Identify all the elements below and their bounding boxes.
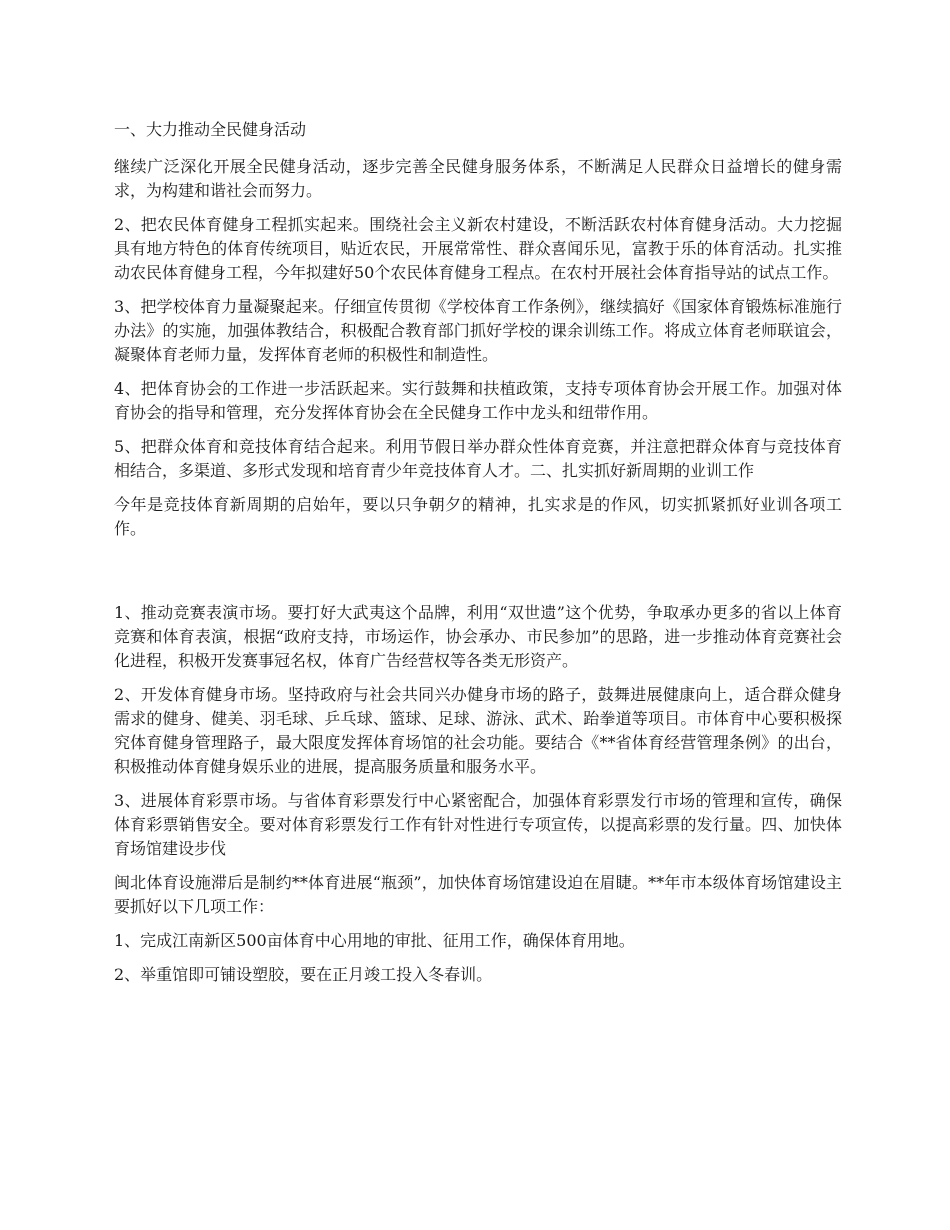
paragraph-fitness-market: 2、开发体育健身市场。坚持政府与社会共同兴办健身市场的路子，鼓舞进展健康向上，适合群众健身需求的健身、健美、羽毛球、乒乓球、篮球、足球、游泳、武术、跆拳道等项目。市体育中心要积极探究体育健身管理路子，最大限度发挥体育场馆的社会功能。要结合《**省体育经营管理条例》的出台，积极推动体育健身娱乐业的进展，提高服务质量和服务水平。 bbox=[114, 685, 842, 776]
paragraph-mass-competitive: 5、把群众体育和竞技体育结合起来。利用节假日举办群众性体育竞赛，并注意把群众体育与竞技体育相结合，多渠道、多形式发现和培育青少年竞技体育人才。二、扎实抓好新周期的业训工作 bbox=[114, 437, 842, 480]
paragraph-intro: 继续广泛深化开展全民健身活动，逐步完善全民健身服务体系，不断满足人民群众日益增长的健身需求，为构建和谐社会而努力。 bbox=[114, 157, 842, 200]
document-page bbox=[114, 118, 842, 997]
paragraph-sports-associations: 4、把体育协会的工作进一步活跃起来。实行鼓舞和扶植政策，支持专项体育协会开展工作。加强对体育协会的指导和管理，充分发挥体育协会在全民健身工作中龙头和纽带作用。 bbox=[114, 379, 842, 422]
section-gap bbox=[114, 551, 842, 601]
paragraph-weightlifting-hall: 2、举重馆即可铺设塑胶，要在正月竣工投入冬春训。 bbox=[114, 965, 493, 984]
paragraph-lottery-market: 3、进展体育彩票市场。与省体育彩票发行中心紧密配合，加强体育彩票发行市场的管理和宣传，确保体育彩票销售安全。要对体育彩票发行工作有针对性进行专项宣传，以提高彩票的发行量。四、加快体育场馆建设步伐 bbox=[114, 791, 842, 858]
paragraph-competition-market: 1、推动竞赛表演市场。要打好大武夷这个品牌，利用“双世遗”这个优势，争取承办更多的省以上体育竞赛和体育表演，根据“政府支持，市场运作，协会承办、市民参加”的思路，进一步推动体育竞赛社会化进程，积极开发赛事冠名权，体育广告经营权等各类无形资产。 bbox=[114, 603, 842, 670]
paragraph-school-sports: 3、把学校体育力量凝聚起来。仔细宣传贯彻《学校体育工作条例》，继续搞好《国家体育锻炼标准施行办法》的实施，加强体教结合，积极配合教育部门抓好学校的课余训练工作。将成立体育老师联谊会，凝聚体育老师力量，发挥体育老师的积极性和制造性。 bbox=[114, 297, 842, 364]
paragraph-farmers-fitness: 2、把农民体育健身工程抓实起来。围绕社会主义新农村建设，不断活跃农村体育健身活动。大力挖掘具有地方特色的体育传统项目，贴近农民，开展常常性、群众喜闻乐见，富教于乐的体育活动。扎实推动农民体育健身工程，今年拟建好50个农民体育健身工程点。在农村开展社会体育指导站的试点工作。 bbox=[114, 215, 842, 282]
paragraph-land-approval: 1、完成江南新区500亩体育中心用地的审批、征用工作，确保体育用地。 bbox=[114, 931, 635, 950]
section-heading: 一、大力推动全民健身活动 bbox=[114, 120, 307, 139]
paragraph-new-cycle: 今年是竞技体育新周期的启始年，要以只争朝夕的精神，扎实求是的作风，切实抓紧抓好业训各项工作。 bbox=[114, 495, 842, 538]
paragraph-facilities: 闽北体育设施滞后是制约**体育进展“瓶颈”，加快体育场馆建设迫在眉睫。**年市本级体育场馆建设主要抓好以下几项工作： bbox=[114, 873, 842, 916]
